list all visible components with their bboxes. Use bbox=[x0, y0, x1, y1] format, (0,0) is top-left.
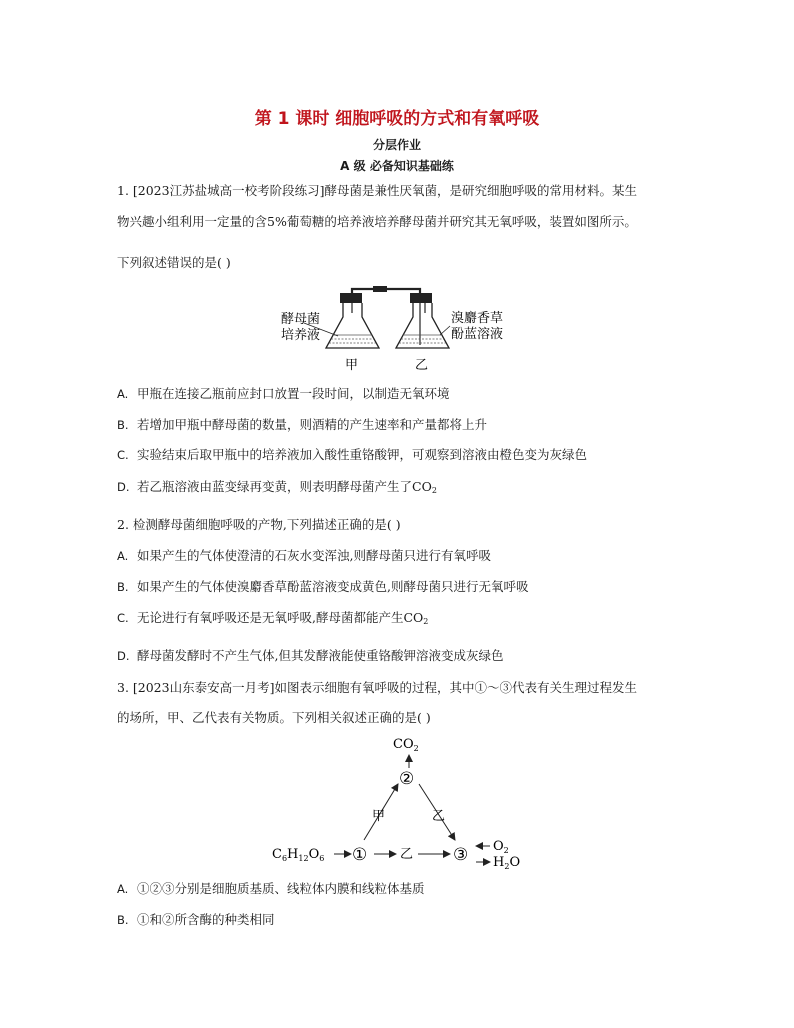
o2-label: $O_2$ bbox=[493, 839, 509, 855]
subscript: 2 bbox=[423, 617, 429, 626]
label-yi-top: 乙 bbox=[432, 809, 446, 824]
label-bromothymol-1: 溴麝香草 bbox=[451, 311, 504, 326]
h2o-label: $H_2O$ bbox=[493, 855, 521, 870]
aerobic-respiration-diagram bbox=[268, 730, 538, 870]
option-label: D. bbox=[117, 649, 130, 663]
option-label: B. bbox=[117, 913, 129, 927]
co2-label: $CO_2$ bbox=[393, 737, 419, 753]
q3-option-b bbox=[117, 912, 275, 928]
q1-stem-line-3: 下列叙述错误的是( ) bbox=[117, 255, 231, 270]
flask-b-icon bbox=[396, 293, 450, 348]
node-3: ③ bbox=[453, 845, 469, 865]
label-bromothymol-2: 酚蓝溶液 bbox=[451, 327, 504, 342]
q1-stem-line-2: 物兴趣小组利用一定量的含5%葡萄糖的培养液培养酵母菌并研究其无氧呼吸，装置如图所示。 bbox=[117, 214, 637, 229]
option-text: 若增加甲瓶中酵母菌的数量，则酒精的产生速率和产量都将上升 bbox=[137, 417, 488, 432]
q2-option-d bbox=[117, 648, 503, 664]
section-heading: 分层作业 bbox=[372, 138, 421, 152]
flask-apparatus-figure bbox=[270, 282, 530, 378]
q2-stem: 2. 检测酵母菌细胞呼吸的产物,下列描述正确的是( ) bbox=[117, 517, 401, 532]
q2-option-c bbox=[117, 610, 428, 630]
label-culture: 培养液 bbox=[281, 328, 321, 343]
label-flask-a: 甲 bbox=[345, 358, 359, 373]
option-label: B. bbox=[117, 580, 129, 594]
option-text: 酵母菌发酵时不产生气体,但其发酵液能使重铬酸钾溶液变成灰绿色 bbox=[137, 648, 504, 663]
option-text: 如果产生的气体使溴麝香草酚蓝溶液变成黄色,则酵母菌只进行无氧呼吸 bbox=[137, 579, 529, 594]
option-label: C. bbox=[117, 611, 129, 625]
q1-stem-line-1: 1. [2023江苏盐城高一校考阶段练习]酵母菌是兼性厌氧菌，是研究细胞呼吸的常用材料。某生 bbox=[117, 183, 637, 198]
q3-option-a bbox=[117, 881, 425, 897]
option-text: 实验结束后取甲瓶中的培养液加入酸性重铬酸钾，可观察到溶液由橙色变为灰绿色 bbox=[137, 447, 588, 462]
option-text: 无论进行有氧呼吸还是无氧呼吸,酵母菌都能产生CO bbox=[137, 610, 424, 625]
option-label: C. bbox=[117, 448, 129, 462]
label-jia: 甲 bbox=[372, 809, 386, 824]
subscript: 2 bbox=[431, 486, 437, 495]
label-flask-b: 乙 bbox=[415, 358, 429, 373]
option-label: A. bbox=[117, 882, 129, 896]
label-yeast: 酵母菌 bbox=[281, 312, 321, 327]
q3-stem-line-2: 的场所，甲、乙代表有关物质。下列相关叙述正确的是( ) bbox=[117, 710, 431, 725]
q1-option-b bbox=[117, 417, 487, 433]
option-label: A. bbox=[117, 387, 129, 401]
node-2: ② bbox=[399, 769, 415, 789]
label-yi-bottom: 乙 bbox=[400, 847, 414, 862]
q1-option-d bbox=[117, 479, 437, 499]
option-label: A. bbox=[117, 549, 129, 563]
glucose-label: $C_6H_{12}O_6$ bbox=[272, 847, 325, 863]
q1-option-c bbox=[117, 447, 587, 463]
q2-option-a bbox=[117, 548, 491, 564]
option-text: 若乙瓶溶液由蓝变绿再变黄，则表明酵母菌产生了CO bbox=[137, 479, 432, 494]
option-text: 甲瓶在连接乙瓶前应封口放置一段时间，以制造无氧环境 bbox=[137, 386, 450, 401]
option-text: 如果产生的气体使澄清的石灰水变浑浊,则酵母菌只进行有氧呼吸 bbox=[137, 548, 491, 563]
level-heading: A 级 必备知识基础练 bbox=[340, 159, 454, 173]
node-1: ① bbox=[352, 845, 368, 865]
option-label: B. bbox=[117, 418, 129, 432]
q1-option-a bbox=[117, 386, 450, 402]
q2-option-b bbox=[117, 579, 528, 595]
option-text: ①②③分别是细胞质基质、线粒体内膜和线粒体基质 bbox=[137, 881, 425, 896]
option-text: ①和②所含酶的种类相同 bbox=[137, 912, 275, 927]
page-title: 第 1 课时 细胞呼吸的方式和有氧呼吸 bbox=[254, 109, 540, 129]
option-label: D. bbox=[117, 480, 130, 494]
q3-stem-line-1: 3. [2023山东泰安高一月考]如图表示细胞有氧呼吸的过程，其中①～③代表有关生理过程发生 bbox=[117, 680, 637, 695]
